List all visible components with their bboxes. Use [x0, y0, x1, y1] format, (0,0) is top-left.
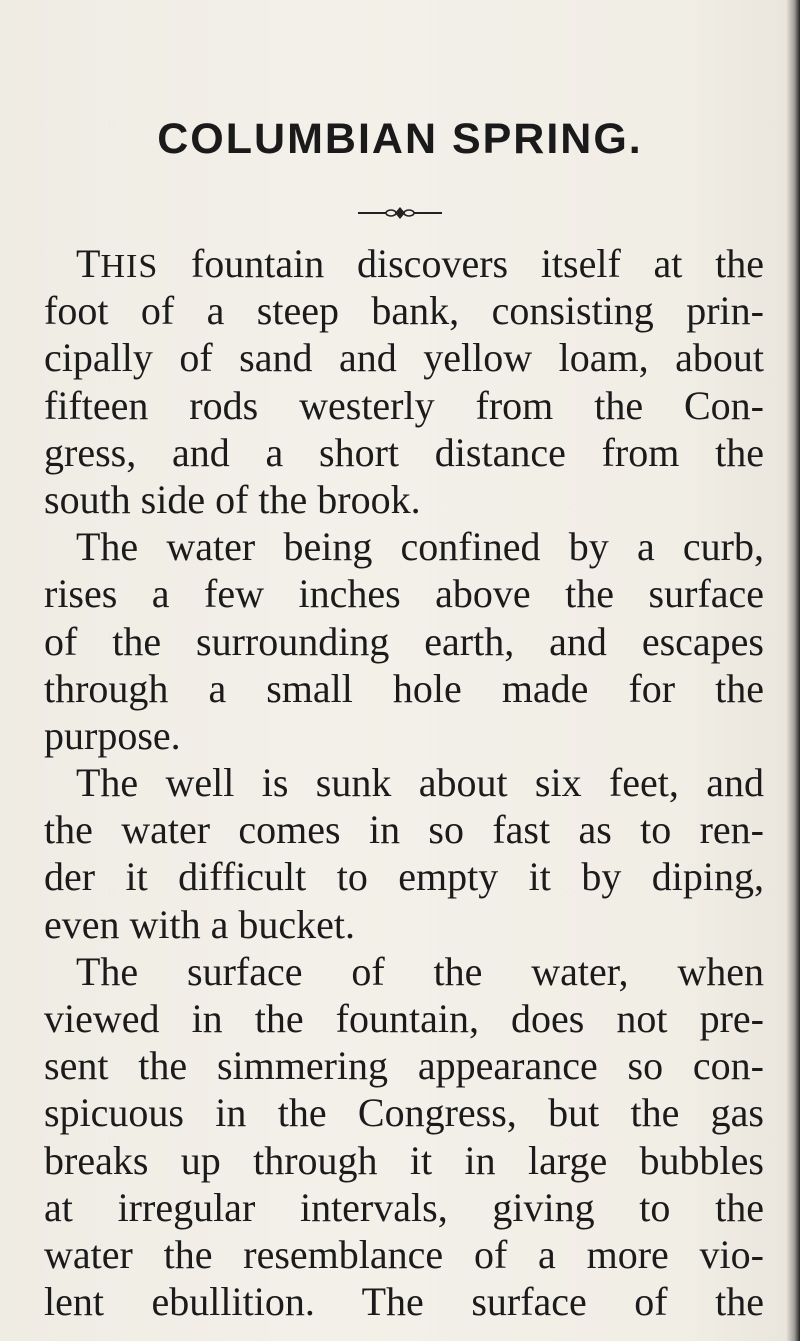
text-line: water the resemblance of a more vio- — [44, 1231, 764, 1277]
paragraph — [44, 759, 764, 948]
small-caps-word: HIS — [100, 248, 159, 285]
text-line: der it difficult to empty it by diping, — [44, 854, 764, 900]
text-line: spicuous in the Congress, but the gas — [44, 1090, 764, 1136]
text-line: rises a few inches above the surface — [44, 571, 764, 617]
text-line: The well is sunk about six feet, and — [76, 760, 764, 806]
text-line: even with a bucket. — [44, 901, 355, 947]
text-line: through a small hole made for the — [44, 665, 764, 711]
text-line-rest: fountain discovers itself at the — [158, 241, 764, 286]
text-line: of the surrounding earth, and escapes — [44, 618, 764, 664]
chapter-heading: COLUMBIAN SPRING. — [157, 115, 643, 163]
text-line: gress, and a short distance from the — [44, 429, 764, 475]
dropcap-initial: T — [76, 241, 101, 286]
body-text — [44, 240, 764, 1325]
text-line: purpose. — [44, 712, 181, 758]
paragraph — [44, 240, 764, 523]
page-edge-shadow — [786, 0, 800, 1341]
paragraph — [44, 523, 764, 759]
text-line: south side of the brook. — [44, 476, 421, 522]
text-line: cipally of sand and yellow loam, about — [44, 335, 764, 381]
text-line: breaks up through it in large bubbles — [44, 1137, 764, 1183]
text-line: the water comes in so fast as to ren- — [44, 807, 764, 853]
text-line: The surface of the water, when — [76, 948, 764, 994]
text-line: at irregular intervals, giving to the — [44, 1184, 764, 1230]
text-line: viewed in the fountain, does not pre- — [44, 996, 764, 1041]
text-line — [44, 240, 764, 287]
text-line: sent the simmering appearance so con- — [44, 1043, 764, 1089]
paragraph — [44, 948, 764, 1326]
text-line: lent ebullition. The surface of the — [44, 1279, 764, 1325]
text-line: The water being confined by a curb, — [76, 524, 764, 570]
ornament-divider-icon — [358, 205, 442, 221]
text-line: foot of a steep bank, consisting prin- — [44, 288, 764, 334]
text-line: fifteen rods westerly from the Con- — [44, 382, 764, 428]
